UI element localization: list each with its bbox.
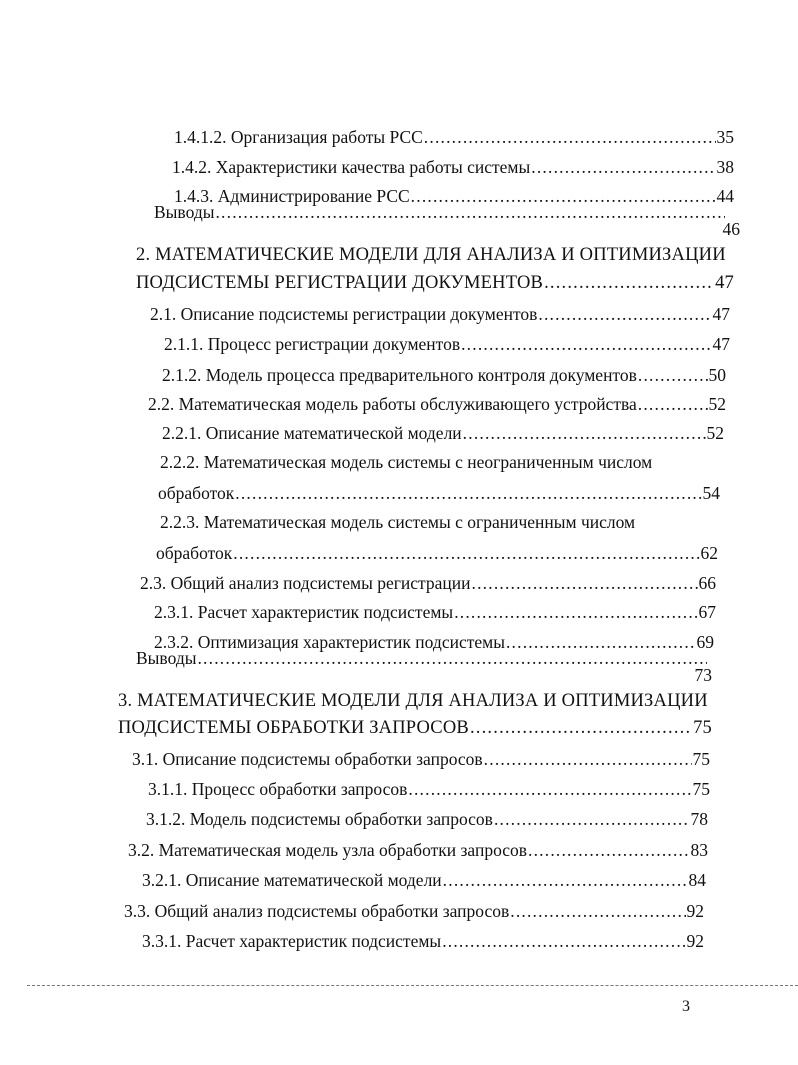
- toc-entry-page: 67: [698, 602, 716, 622]
- toc-entry-page: 35: [716, 127, 734, 147]
- toc-entry-title: 2.1.1. Процесс регистрации документов: [164, 334, 461, 354]
- toc-entry: [164, 331, 730, 357]
- toc-entry: [156, 540, 718, 566]
- toc-entry-page: 69: [696, 632, 714, 652]
- leader-dots: [408, 776, 691, 802]
- toc-entry-page: 66: [698, 573, 716, 593]
- toc-entry: [154, 599, 716, 625]
- toc-entry-title: 2.1.2. Модель процесса предварительного контроля документов: [162, 365, 637, 385]
- toc-entry-title: обработок: [158, 483, 235, 503]
- leader-dots: [442, 928, 685, 954]
- toc-entry-page: 52: [708, 394, 726, 414]
- footer-divider: [27, 985, 798, 986]
- toc-entry: [154, 199, 726, 225]
- toc-entry-page: 75: [692, 779, 710, 799]
- leader-dots: [197, 645, 707, 671]
- toc-entry-page: 75: [693, 718, 712, 738]
- toc-entry-page: 92: [686, 931, 704, 951]
- leader-dots: [233, 540, 699, 566]
- leader-dots: [472, 570, 698, 596]
- toc-entry-title: 3.3.1. Расчет характеристик подсистемы: [142, 931, 442, 951]
- toc-entry-page: 47: [715, 273, 734, 293]
- leader-dots: [538, 301, 711, 327]
- leader-dots: [443, 867, 688, 893]
- toc-entry: [146, 806, 708, 832]
- leader-dots: [461, 331, 711, 357]
- toc-entry-title: 2.3.2. Оптимизация характеристик подсистемы: [154, 632, 505, 652]
- toc-entry: [142, 928, 704, 954]
- leader-dots: [484, 746, 692, 772]
- toc-entry: [124, 898, 704, 924]
- leader-dots: [544, 270, 714, 296]
- toc-entry: [158, 480, 720, 506]
- toc-entry-page: 62: [700, 543, 718, 563]
- toc-entry-title: 2.2.3. Математическая модель системы с ограниченным числом: [160, 512, 636, 532]
- toc-entry-page: 46: [722, 219, 740, 239]
- toc-entry-page: 84: [688, 870, 706, 890]
- leader-dots: [531, 154, 715, 180]
- toc-entry-page: 38: [716, 157, 734, 177]
- toc-entry: [162, 420, 724, 446]
- toc-entry-title: 2.3.1. Расчет характеристик подсистемы: [154, 602, 454, 622]
- page-number: 3: [682, 998, 690, 1015]
- toc-entry: [118, 715, 712, 741]
- toc-entry: [132, 746, 710, 772]
- toc-entry: [172, 154, 734, 180]
- toc-entry-title: 2.1. Описание подсистемы регистрации документов: [150, 304, 538, 324]
- toc-entry-page: 44: [716, 186, 734, 206]
- toc-entry-title: 3.2. Математическая модель узла обработки запросов: [128, 840, 528, 860]
- leader-dots: [470, 715, 692, 741]
- toc-entry: [136, 645, 708, 671]
- leader-dots: [638, 362, 708, 388]
- toc-entry-page: 73: [694, 665, 712, 685]
- toc-entry-title: 2.2. Математическая модель работы обслуживающего устройства: [148, 394, 637, 414]
- toc-entry-title: 2.2.2. Математическая модель системы с неограниченным числом: [160, 452, 653, 472]
- toc-entry-title: 2.2.1. Описание математической модели: [162, 423, 462, 443]
- toc-entry: [136, 270, 734, 296]
- toc-entry-title: 3.1.2. Модель подсистемы обработки запросов: [146, 809, 493, 829]
- toc-entry-title: 3.2.1. Описание математической модели: [142, 870, 442, 890]
- leader-dots: [215, 199, 725, 225]
- leader-dots: [494, 806, 690, 832]
- toc-entry-page: 52: [706, 423, 724, 443]
- toc-entry: [174, 124, 734, 150]
- toc-entry-title: 1.4.1.2. Организация работы РСС: [174, 127, 423, 147]
- toc-entry-page: 75: [692, 749, 710, 769]
- toc-entry: [140, 570, 716, 596]
- toc-entry-title: 1.4.3. Администрирование РСС: [174, 186, 410, 206]
- toc-entry: [150, 301, 730, 327]
- toc-entry: [148, 391, 726, 417]
- leader-dots: [638, 391, 708, 417]
- leader-dots: [528, 837, 689, 863]
- toc-entry-title: 3.1.1. Процесс обработки запросов: [148, 779, 408, 799]
- toc-entry-page: 47: [712, 334, 730, 354]
- toc-entry-title: обработок: [156, 543, 233, 563]
- leader-dots: [454, 599, 697, 625]
- chapter-heading: 3. МАТЕМАТИЧЕСКИЕ МОДЕЛИ ДЛЯ АНАЛИЗА И ОПТИМИЗАЦИИ: [118, 691, 708, 711]
- leader-dots: [463, 420, 706, 446]
- toc-entry-title: 2.3. Общий анализ подсистемы регистрации: [140, 573, 471, 593]
- toc-entry-title: ПОДСИСТЕМЫ ОБРАБОТКИ ЗАПРОСОВ: [118, 718, 469, 738]
- chapter-heading: 2. МАТЕМАТИЧЕСКИЕ МОДЕЛИ ДЛЯ АНАЛИЗА И ОПТИМИЗАЦИИ: [136, 245, 726, 265]
- leader-dots: [510, 898, 685, 924]
- toc-entry: [142, 867, 706, 893]
- toc-entry: [162, 362, 726, 388]
- toc-entry-title: 3.1. Описание подсистемы обработки запросов: [132, 749, 483, 769]
- leader-dots: [235, 480, 701, 506]
- toc-entry-page: 78: [690, 809, 708, 829]
- toc-entry: [148, 776, 710, 802]
- toc-entry-page: 50: [708, 365, 726, 385]
- toc-entry-title: 1.4.2. Характеристики качества работы системы: [172, 157, 531, 177]
- toc-entry-title: ПОДСИСТЕМЫ РЕГИСТРАЦИИ ДОКУМЕНТОВ: [136, 273, 544, 293]
- toc-entry-title: Выводы: [154, 202, 215, 222]
- leader-dots: [424, 124, 716, 150]
- toc-entry: [128, 837, 708, 863]
- toc-entry-page: 92: [686, 901, 704, 921]
- toc-entry-page: 83: [690, 840, 708, 860]
- toc-entry-title: Выводы: [136, 648, 197, 668]
- toc-entry-page: 54: [702, 483, 720, 503]
- toc-entry-title: 3.3. Общий анализ подсистемы обработки запросов: [124, 901, 510, 921]
- toc-entry-page: 47: [712, 304, 730, 324]
